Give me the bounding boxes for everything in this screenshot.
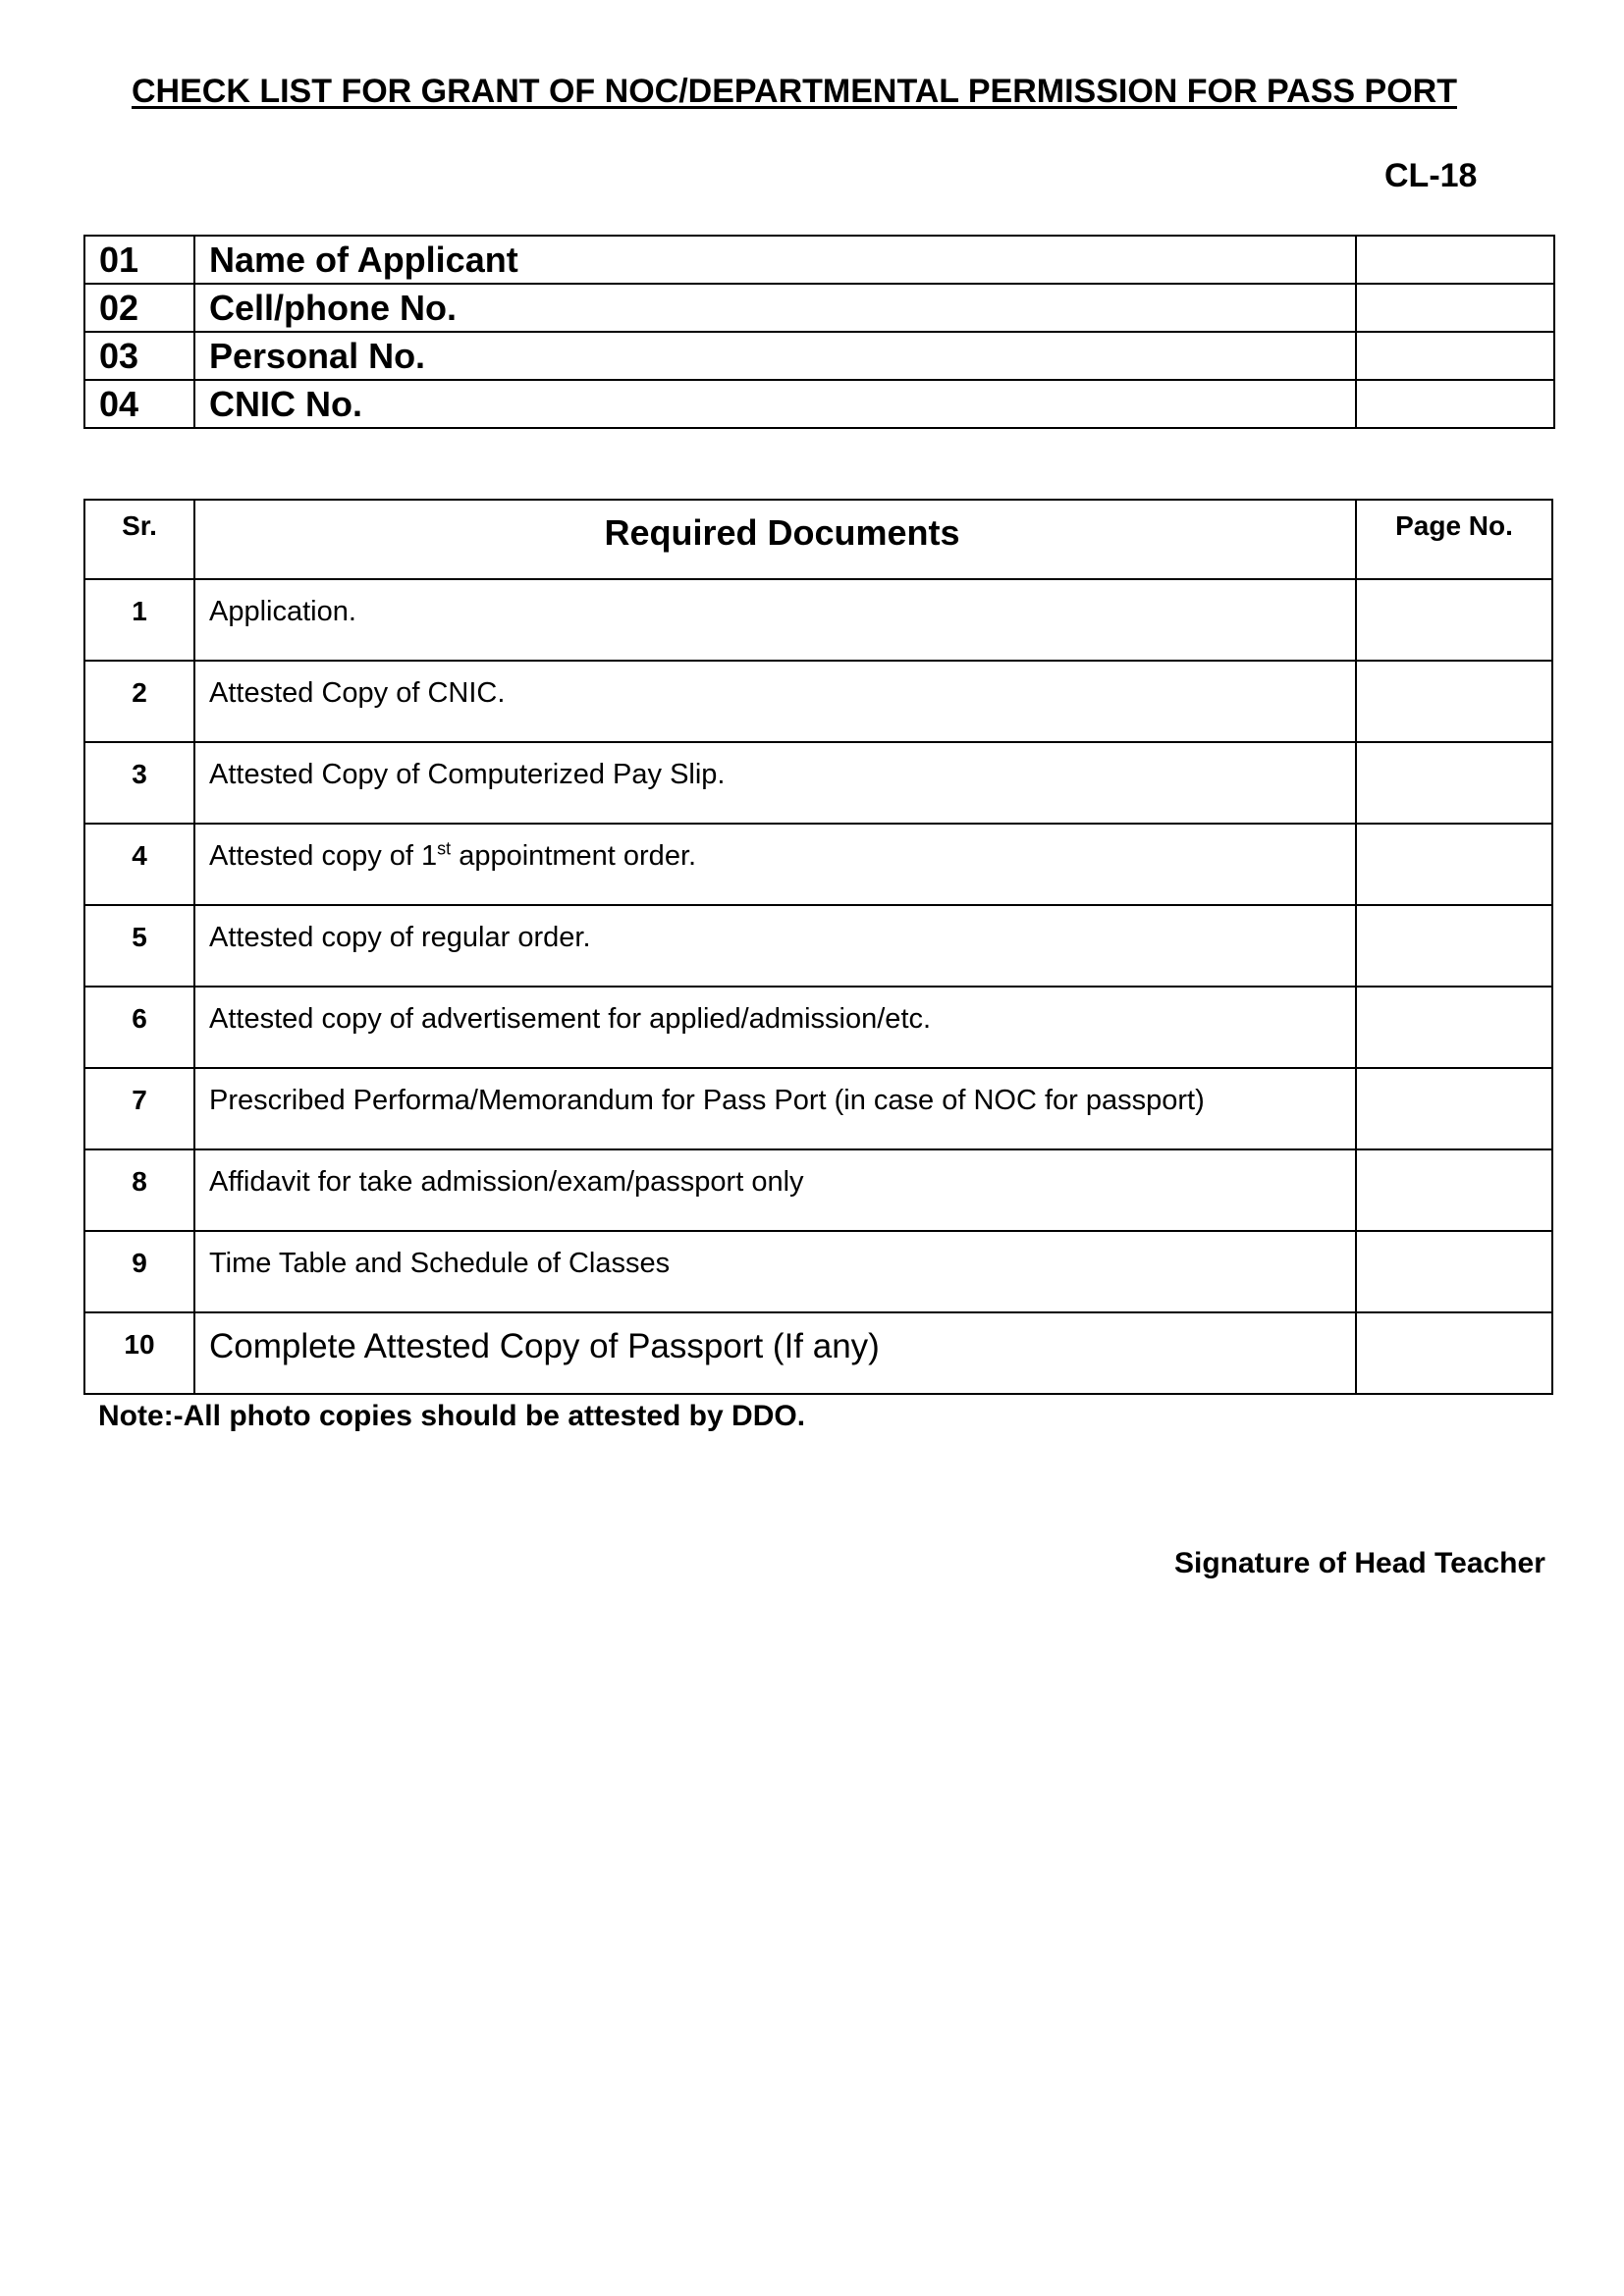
row-page-number[interactable] — [1356, 987, 1552, 1068]
row-sr: 1 — [84, 579, 194, 661]
table-row — [84, 380, 1554, 428]
table-row — [84, 742, 1552, 824]
table-row — [84, 1231, 1552, 1312]
row-page-number[interactable] — [1356, 579, 1552, 661]
applicant-info-table — [83, 235, 1555, 429]
table-row — [84, 579, 1552, 661]
row-page-number[interactable] — [1356, 742, 1552, 824]
row-document: Attested copy of regular order. — [194, 905, 1356, 987]
attestation-note: Note:-All photo copies should be attested by DDO. — [98, 1400, 806, 1432]
field-number: 02 — [84, 284, 194, 332]
field-label: Name of Applicant — [194, 236, 1356, 284]
table-row — [84, 332, 1554, 380]
applicant-name-field[interactable] — [1356, 236, 1554, 284]
form-code: CL-18 — [1384, 157, 1478, 194]
row-document: Application. — [194, 579, 1356, 661]
row-page-number[interactable] — [1356, 661, 1552, 742]
required-documents-table — [83, 499, 1553, 1395]
signature-label: Signature of Head Teacher — [1174, 1547, 1545, 1579]
field-label: CNIC No. — [194, 380, 1356, 428]
row-document: Attested Copy of Computerized Pay Slip. — [194, 742, 1356, 824]
row-page-number[interactable] — [1356, 905, 1552, 987]
row-page-number[interactable] — [1356, 1312, 1552, 1394]
table-row — [84, 236, 1554, 284]
table-header-row — [84, 500, 1552, 579]
field-number: 01 — [84, 236, 194, 284]
table-row — [84, 987, 1552, 1068]
field-number: 03 — [84, 332, 194, 380]
row-document-text: Attested copy of 1 — [209, 840, 438, 872]
table-row — [84, 284, 1554, 332]
row-document: Complete Attested Copy of Passport (If any) — [194, 1312, 1356, 1394]
table-row — [84, 824, 1552, 905]
row-page-number[interactable] — [1356, 1068, 1552, 1149]
row-document — [194, 824, 1356, 905]
row-sr: 7 — [84, 1068, 194, 1149]
page-title: CHECK LIST FOR GRANT OF NOC/DEPARTMENTAL PERMISSION FOR PASS PORT — [132, 73, 1457, 110]
row-page-number[interactable] — [1356, 824, 1552, 905]
row-sr: 8 — [84, 1149, 194, 1231]
row-sr: 5 — [84, 905, 194, 987]
row-page-number[interactable] — [1356, 1231, 1552, 1312]
row-document: Time Table and Schedule of Classes — [194, 1231, 1356, 1312]
field-label: Personal No. — [194, 332, 1356, 380]
column-header-documents: Required Documents — [194, 500, 1356, 579]
personal-number-field[interactable] — [1356, 332, 1554, 380]
phone-field[interactable] — [1356, 284, 1554, 332]
row-document: Prescribed Performa/Memorandum for Pass Port (in case of NOC for passport) — [194, 1068, 1356, 1149]
table-row — [84, 1068, 1552, 1149]
table-row — [84, 661, 1552, 742]
field-number: 04 — [84, 380, 194, 428]
row-document-text: appointment order. — [451, 840, 697, 872]
row-sr: 6 — [84, 987, 194, 1068]
row-sr: 9 — [84, 1231, 194, 1312]
cnic-field[interactable] — [1356, 380, 1554, 428]
table-row — [84, 1149, 1552, 1231]
row-document: Attested Copy of CNIC. — [194, 661, 1356, 742]
field-label: Cell/phone No. — [194, 284, 1356, 332]
column-header-page: Page No. — [1356, 500, 1552, 579]
row-document: Attested copy of advertisement for applied/admission/etc. — [194, 987, 1356, 1068]
row-page-number[interactable] — [1356, 1149, 1552, 1231]
column-header-sr: Sr. — [84, 500, 194, 579]
row-document: Affidavit for take admission/exam/passport only — [194, 1149, 1356, 1231]
superscript: st — [437, 838, 452, 859]
row-sr: 2 — [84, 661, 194, 742]
table-row — [84, 1312, 1552, 1394]
table-row — [84, 905, 1552, 987]
row-sr: 3 — [84, 742, 194, 824]
row-sr: 4 — [84, 824, 194, 905]
row-sr: 10 — [84, 1312, 194, 1394]
